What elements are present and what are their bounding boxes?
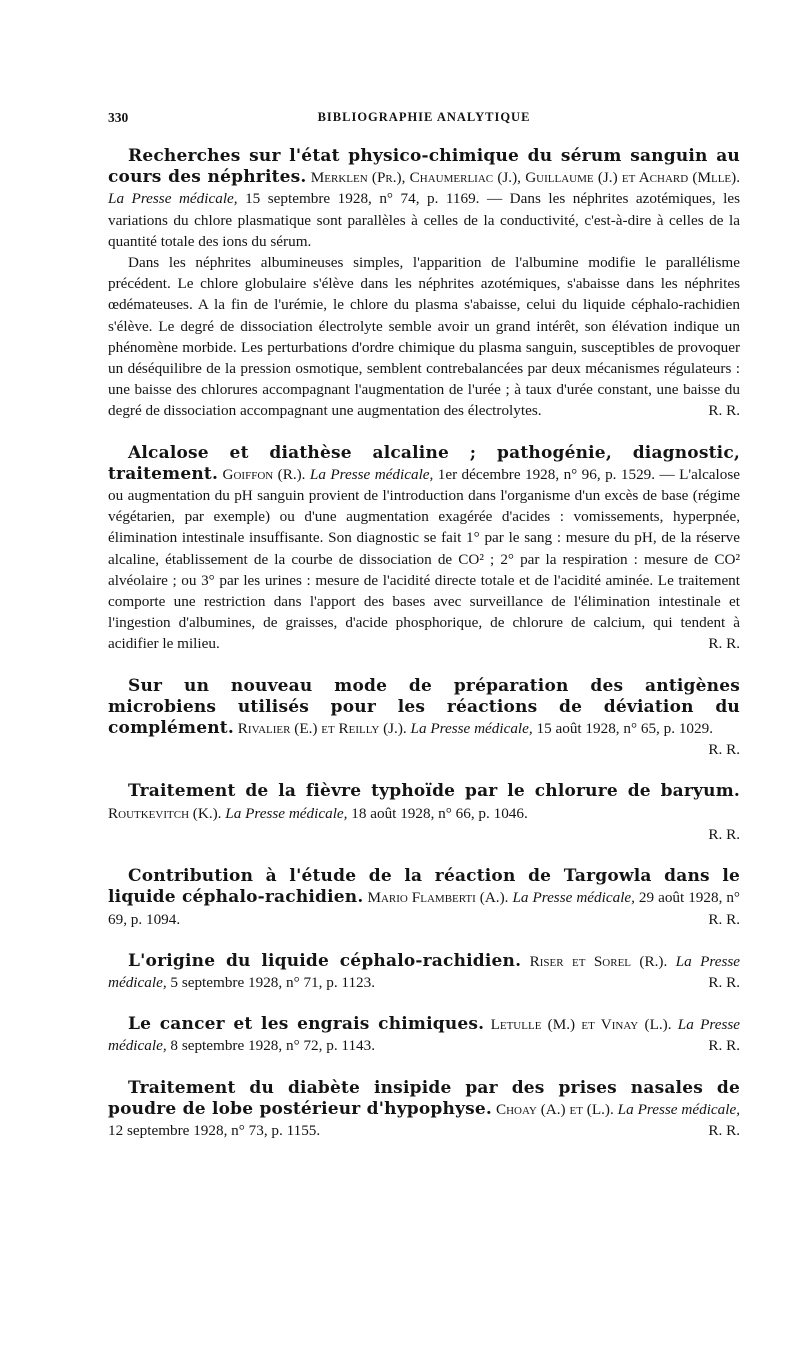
entry-signature: R. R. [708, 1037, 740, 1055]
bibliography-entry [108, 146, 740, 422]
entry-journal: La Presse médicale, [512, 889, 635, 907]
entry-authors: Choay (A.) et (L.). [495, 1100, 614, 1118]
entry-citation: 1er décembre 1928, n° 96, p. 1529. — [437, 465, 675, 483]
bibliography-entry [108, 866, 740, 930]
entry-journal: La Presse médicale, [108, 1016, 741, 1055]
entry-citation: 29 août 1928, n° 69, p. 1094. [108, 889, 740, 928]
page-number: 330 [108, 110, 129, 125]
entry-authors: Mario Flamberti (A.). [367, 889, 509, 907]
entry-abstract: Dans les néphrites azotémiques, les variations du chlore plasmatique sont parallèles à celles de la conductivité, c'est-à-dire à celles de la quantité totale des ions du sérum. [108, 190, 740, 250]
entry-citation: 12 septembre 1928, n° 73, p. 1155. [108, 1121, 321, 1139]
entry-title: Le cancer et les engrais chimiques. [128, 1014, 485, 1035]
entry-authors: Rivalier (E.) et Reilly (J.). [237, 720, 407, 738]
entry-title: Traitement de la fièvre typhoïde par le chlorure de baryum. [128, 781, 740, 802]
entry-title: Recherches sur l'état physico-chimique du sérum sanguin au cours des néphrites. [108, 146, 740, 188]
entry-journal: La Presse médicale, [225, 804, 348, 822]
entry-journal: La Presse médicale, [617, 1100, 741, 1118]
entry-signature: R. R. [708, 1121, 740, 1139]
entry-signature: R. R. [708, 402, 740, 420]
page [108, 110, 740, 1162]
entry-signature: R. R. [708, 741, 740, 759]
entry-journal: La Presse médicale, [108, 190, 238, 208]
bibliography-entry [108, 1078, 740, 1142]
entry-citation: 5 septembre 1928, n° 71, p. 1123. [170, 973, 376, 991]
entry-authors: Riser et Sorel (R.). [529, 952, 668, 970]
entry-signature: R. R. [708, 635, 740, 653]
entry-title: Traitement du diabète insipide par des prises nasales de poudre de lobe postérieur d'hypophyse. [108, 1077, 740, 1119]
entry-title: L'origine du liquide céphalo-rachidien. [128, 950, 522, 971]
entry-citation: 18 août 1928, n° 66, p. 1046. [351, 804, 528, 822]
entry-title: Sur un nouveau mode de préparation des antigènes microbiens utilisés pour les réactions de déviation du complément. [108, 675, 740, 739]
bibliography-entry [108, 676, 740, 761]
bibliography-entry [108, 781, 740, 845]
entry-journal: La Presse médicale, [108, 952, 741, 991]
running-head [108, 110, 740, 132]
entry-abstract-continued: Dans les néphrites albumineuses simples, l'apparition de l'albumine modifie le parallélisme précédent. Le chlore globulaire s'élève dans les néphrites azotémiques, s'abaisse dans les néphrites œdémateuses. A la fin de l'urémie, le chlore du plasma s'abaisse, celui du liquide céphalo-rachidien s'élève. Le degré de dissociation électrolyte semble avoir un grand intérêt, son élévation indique un phénomène morbide. Les perturbations d'ordre chimique du plasma sanguin, susceptibles de provoquer un déséquilibre de la pression osmotique, semblent contrebalancées par deux mécanismes régulateurs : une baisse des chlorures accompagnant l'augmentation de l'urée ; à taux d'urée constant, une baisse du degré de dissociation accompagnant une augmentation des électrolytes. [108, 254, 740, 420]
entry-signature: R. R. [708, 825, 740, 843]
bibliography-entry [108, 951, 740, 993]
entry-signature: R. R. [708, 910, 740, 928]
entry-authors: Goiffon (R.). [222, 465, 306, 483]
entry-journal: La Presse médicale, [309, 465, 434, 483]
bibliography-entry [108, 1014, 740, 1056]
entry-title: Contribution à l'étude de la réaction de Targowla dans le liquide céphalo-rachidien. [108, 866, 740, 908]
entry-authors: Letulle (M.) et Vinay (L.). [490, 1016, 672, 1034]
entry-signature: R. R. [708, 973, 740, 991]
running-title: BIBLIOGRAPHIE ANALYTIQUE [317, 110, 531, 124]
entry-citation: 15 septembre 1928, n° 74, p. 1169. — [245, 190, 503, 208]
entry-authors: Routkevitch (K.). [108, 804, 222, 822]
bibliography-entry [108, 443, 740, 655]
entry-citation: 15 août 1928, n° 65, p. 1029. [536, 720, 714, 738]
entry-citation: 8 septembre 1928, n° 72, p. 1143. [170, 1037, 376, 1055]
entry-abstract: L'alcalose ou augmentation du pH sanguin provient de l'introduction dans l'organisme d'un excès de base (régime végétarien, par exemple) ou d'une augmentation exagérée d'acides : vomissements, hyperpnée, élimination intestinale insuffisante. Son diagnostic se fait 1° par le sang : mesure du pH, de la réserve alcaline, établissement de la courbe de dissociation de CO² ; 2° par la respiration : mesure de CO² alvéolaire ; ou 3° par les urines : mesure de l'acidité directe totale et de l'acidité aminée. Le traitement comporte une restriction dans l'apport des bases avec surveillance de l'élimination intestinale et l'ingestion d'albumines, de graisses, d'acide phosphorique, de chlorure de calcium, qui tendent à acidifier le milieu. [108, 465, 741, 653]
entry-title: Alcalose et diathèse alcaline ; pathogénie, diagnostic, traitement. [108, 442, 740, 484]
entry-journal: La Presse médicale, [410, 720, 533, 738]
entry-authors: Merklen (Pr.), Chaumerliac (J.), Guillaume (J.) et Achard (Mlle). [310, 169, 740, 187]
